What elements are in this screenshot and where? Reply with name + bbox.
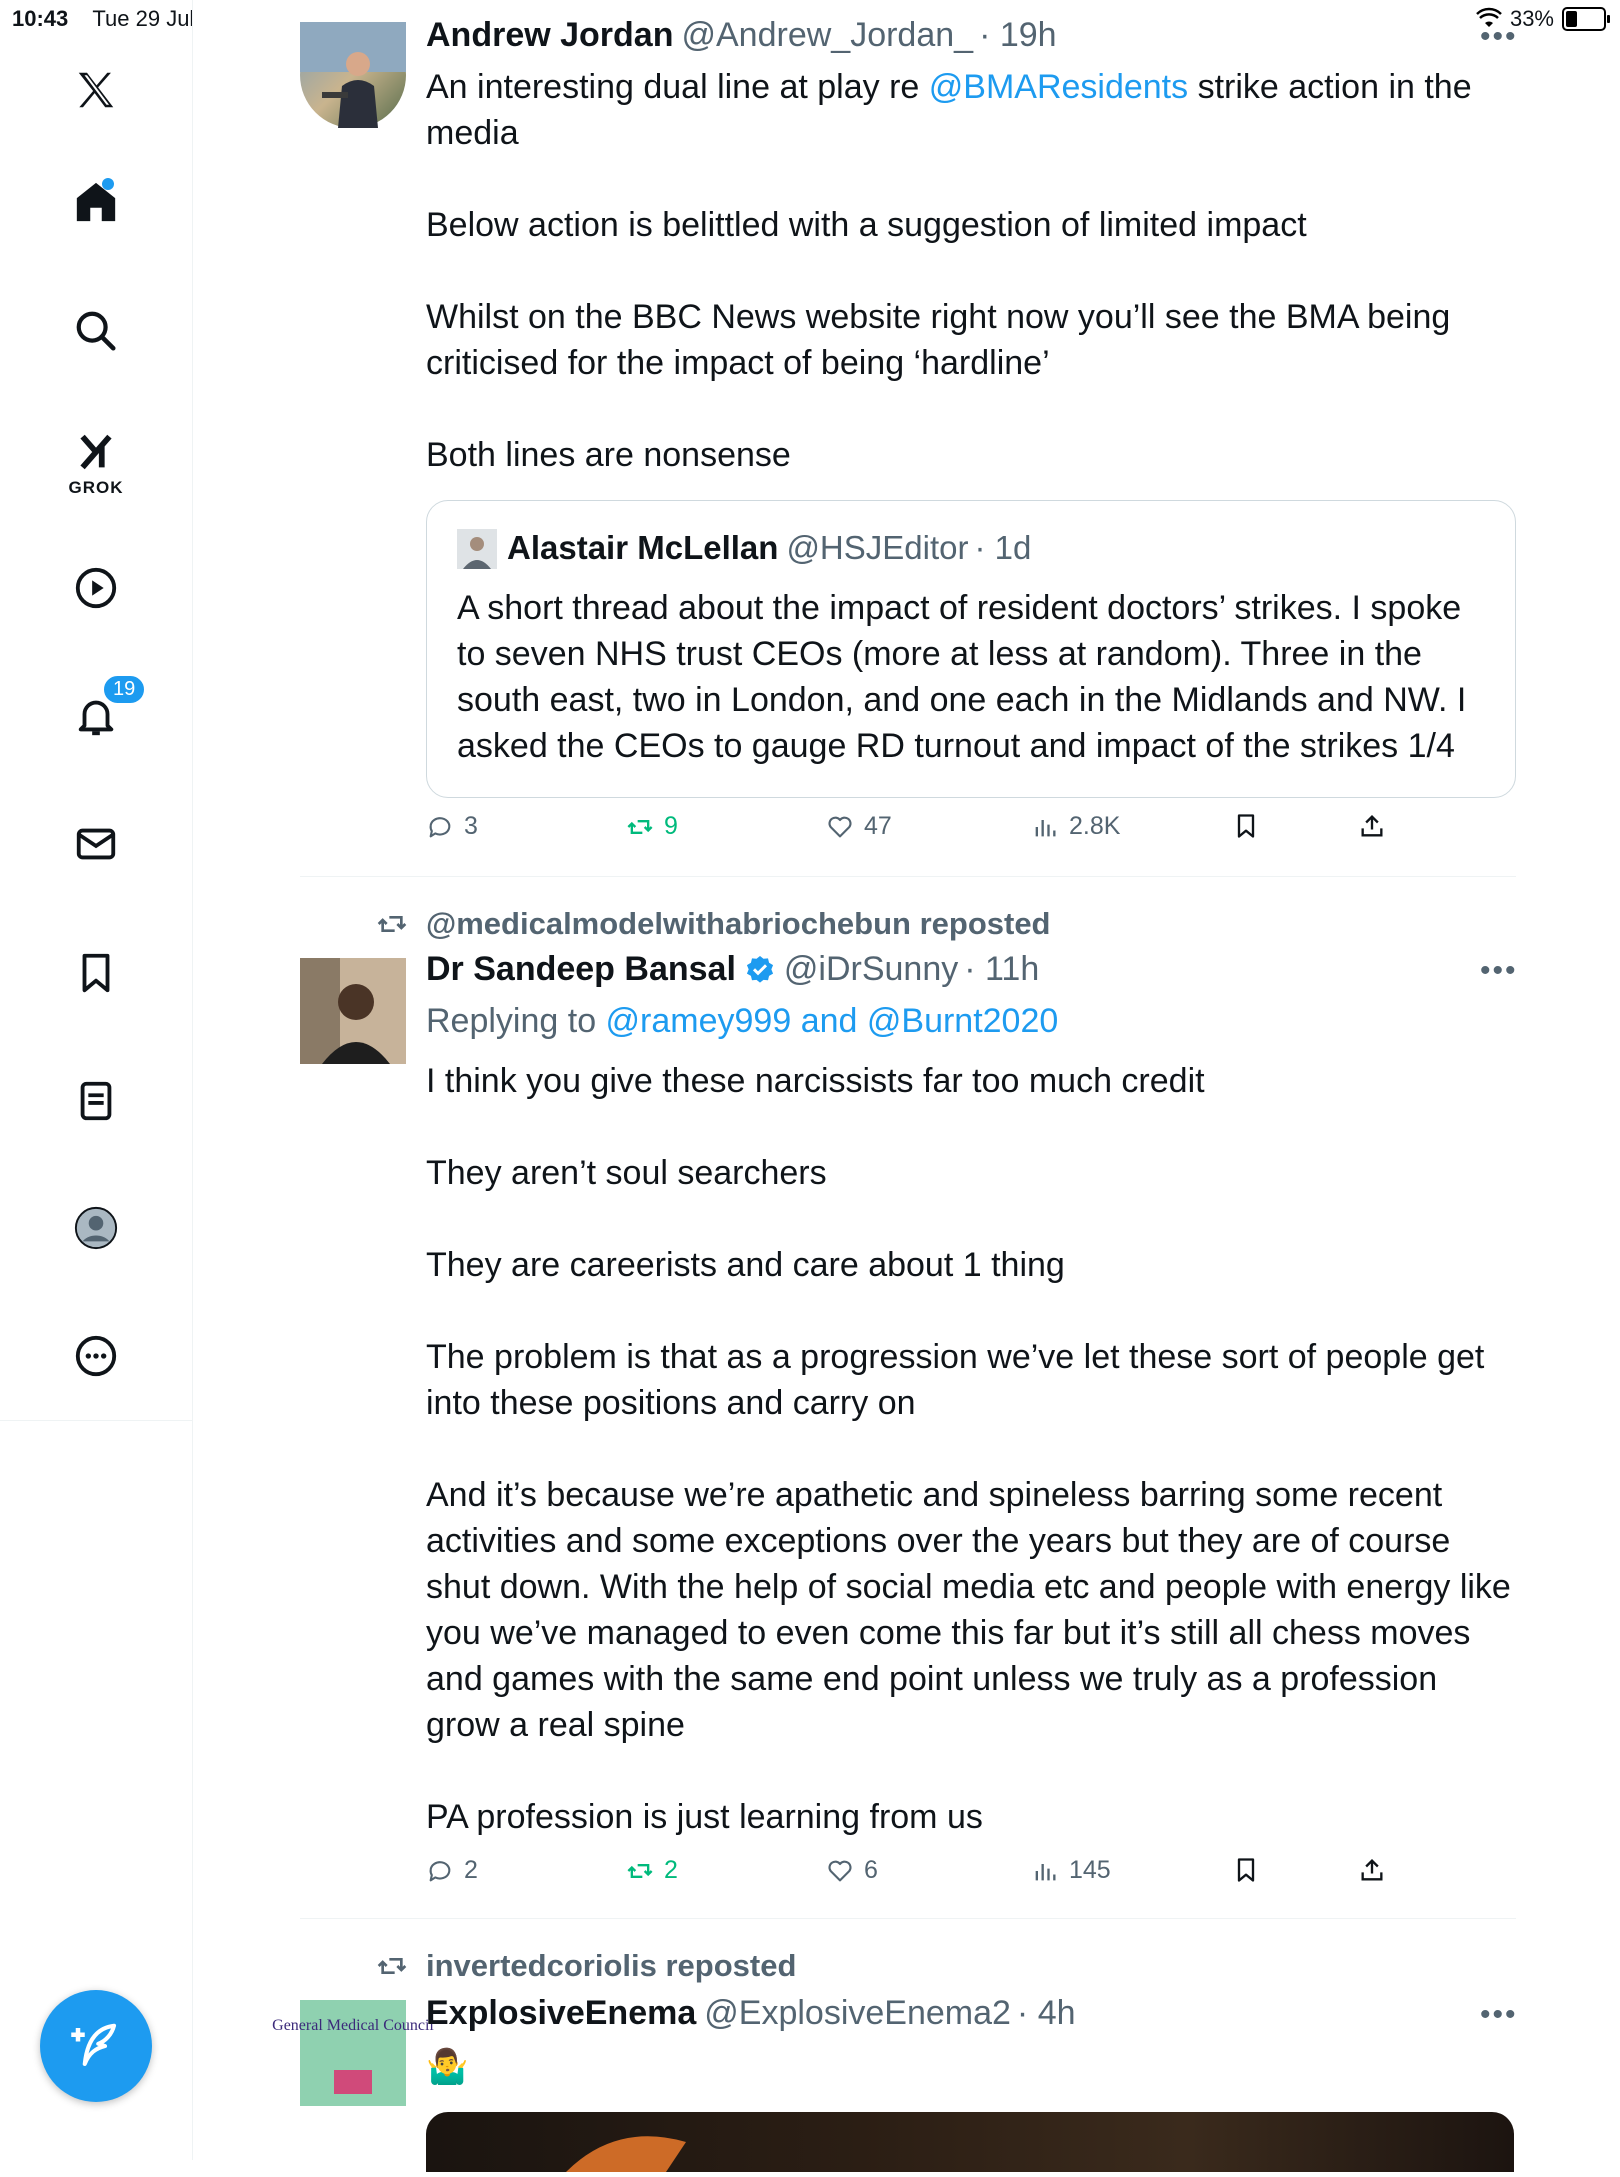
tweet-actions	[426, 1856, 1426, 1896]
tweet-divider	[300, 876, 1516, 877]
list-icon	[73, 1078, 119, 1124]
tweet-text-intro: An interesting dual line at play re	[426, 68, 929, 106]
avatar[interactable]	[300, 958, 406, 1064]
repost-button[interactable]	[626, 1856, 678, 1885]
display-name[interactable]: Andrew Jordan	[426, 16, 674, 54]
nav-messages[interactable]	[70, 818, 122, 870]
reply-count: 3	[464, 812, 478, 840]
repost-icon	[626, 1857, 654, 1885]
mail-icon	[73, 821, 119, 867]
like-count: 47	[864, 812, 892, 840]
share-icon	[1358, 812, 1386, 840]
repost-icon	[626, 813, 654, 841]
display-name[interactable]: ExplosiveEnema	[426, 1994, 697, 2032]
x-logo-icon[interactable]	[70, 64, 122, 116]
like-button[interactable]	[826, 1856, 878, 1885]
date: Tue 29 Jul	[92, 6, 195, 31]
avatar[interactable]	[272, 2000, 434, 2106]
reply-icon	[426, 813, 454, 841]
search-icon	[73, 308, 119, 354]
share-button[interactable]	[1358, 812, 1386, 840]
clock: 10:43	[12, 6, 69, 31]
repost-indicator	[376, 906, 1051, 942]
like-button[interactable]	[826, 812, 892, 841]
bookmark-icon	[73, 950, 119, 996]
tweet-text-rest: strike action in the media Below action is belittled with a suggestion of limited impact Whilst on the BBC News website right now you’ll see the BMA being criticised for the impact of being ‘hardline’ Both lines are nonsense	[426, 68, 1472, 474]
play-icon	[73, 565, 119, 611]
tweet-actions	[426, 812, 1426, 852]
verified-badge-icon	[744, 954, 776, 986]
compose-button[interactable]	[40, 1990, 152, 2102]
like-count: 6	[864, 1856, 878, 1884]
quote-time: · 1d	[974, 529, 1032, 566]
tweet-header	[426, 1994, 1076, 2033]
view-count: 2.8K	[1069, 812, 1121, 840]
avatar-text: General Medical Council	[272, 2017, 434, 2034]
nav-home[interactable]	[70, 176, 122, 228]
repost-icon	[376, 1950, 408, 1982]
reply-count: 2	[464, 1856, 478, 1884]
tweet-time[interactable]: · 4h	[1016, 1994, 1076, 2032]
nav-lists[interactable]	[70, 1075, 122, 1127]
nav-more[interactable]	[70, 1330, 122, 1382]
repost-indicator	[376, 1948, 796, 1984]
repost-count: 9	[664, 812, 678, 840]
grok-label: GROK	[68, 478, 124, 497]
tweet-header	[426, 16, 1057, 55]
repost-icon	[376, 908, 408, 940]
home-unread-dot	[102, 178, 114, 190]
profile-icon	[73, 1205, 119, 1251]
more-options-icon[interactable]: •••	[1480, 1998, 1518, 2031]
display-name[interactable]: Dr Sandeep Bansal	[426, 950, 736, 988]
share-icon	[1358, 1856, 1386, 1884]
tweet-time[interactable]: · 19h	[979, 16, 1057, 54]
nav-video[interactable]	[70, 562, 122, 614]
quoted-tweet[interactable]	[426, 500, 1516, 798]
tweet-text: I think you give these narcissists far too much credit They aren’t soul searchers They are careerists and care about 1 thing The problem is that as a progression we’ve let these sort of people get into these positions and carry on And it’s because we’re apathetic and spineless barring some recent activities and some exceptions over the years but they are of course shut down. With the help of social media etc and people with energy like you we’ve managed to even come this far but it’s still all chess moves and games with the same end point unless we truly as a profession grow a real spine PA profession is just learning from us	[426, 1062, 1511, 1836]
bookmark-button[interactable]	[1232, 812, 1260, 840]
user-handle[interactable]: @iDrSunny	[783, 950, 959, 988]
quote-header	[507, 529, 1031, 567]
bookmark-button[interactable]	[1232, 1856, 1260, 1884]
nav-grok[interactable]	[70, 426, 122, 478]
more-circle-icon	[73, 1333, 119, 1379]
replying-to-label: Replying to	[426, 1002, 606, 1040]
bookmark-icon	[1232, 1856, 1260, 1884]
notification-badge: 19	[102, 674, 146, 705]
tweet-media[interactable]	[426, 2112, 1514, 2172]
share-button[interactable]	[1358, 1856, 1386, 1884]
mention-link[interactable]: @BMAResidents	[928, 68, 1189, 106]
compose-icon	[69, 2019, 123, 2073]
nav-search[interactable]	[70, 305, 122, 357]
reply-icon	[426, 1857, 454, 1885]
replying-to-line	[426, 998, 1516, 1044]
quote-display-name: Alastair McLellan	[507, 529, 779, 566]
nav-notifications[interactable]	[70, 678, 136, 742]
bookmark-icon	[1232, 812, 1260, 840]
tweet-header	[426, 950, 1039, 989]
more-options-icon[interactable]: •••	[1480, 954, 1518, 987]
heart-icon	[826, 813, 854, 841]
quote-text: A short thread about the impact of resident doctors’ strikes. I spoke to seven NHS trust CEOs (more at less at random). Three in the south east, two in London, and one each in the Midlands and NW. I asked the CEOs to gauge RD turnout and impact of the strikes 1/4	[457, 589, 1467, 765]
nav-profile[interactable]	[70, 1202, 122, 1254]
reposted-by[interactable]: @medicalmodelwithabriochebun reposted	[426, 906, 1051, 941]
sidebar-nav	[0, 0, 193, 2160]
grok-icon	[73, 429, 119, 475]
reply-button[interactable]	[426, 812, 478, 841]
more-options-icon[interactable]: •••	[1480, 20, 1518, 53]
replying-to-links[interactable]: @ramey999 and @Burnt2020	[605, 1002, 1059, 1040]
sidebar-divider	[0, 1420, 192, 1421]
nav-bookmarks[interactable]	[70, 947, 122, 999]
tweet-divider	[300, 1918, 1516, 1919]
quote-handle: @HSJEditor	[786, 529, 969, 566]
avatar[interactable]	[300, 22, 406, 128]
heart-icon	[826, 1857, 854, 1885]
tweet-time[interactable]: · 11h	[964, 950, 1040, 988]
views-button[interactable]	[1031, 812, 1120, 841]
battery-icon	[1562, 7, 1606, 31]
repost-button[interactable]	[626, 812, 678, 841]
repost-count: 2	[664, 1856, 678, 1884]
battery-percent: 33%	[1509, 6, 1554, 31]
views-icon	[1031, 1857, 1059, 1885]
reposted-by[interactable]: invertedcoriolis reposted	[426, 1948, 797, 1983]
view-count: 145	[1069, 1856, 1111, 1884]
user-handle[interactable]: @ExplosiveEnema2	[704, 1994, 1011, 2032]
reply-button[interactable]	[426, 1856, 478, 1885]
user-handle[interactable]: @Andrew_Jordan_	[681, 16, 974, 54]
tweet-text: 🤷‍♂️	[426, 2048, 469, 2086]
tweet-text	[426, 64, 1516, 478]
quote-avatar	[457, 529, 497, 569]
views-icon	[1031, 813, 1059, 841]
views-button[interactable]	[1031, 1856, 1111, 1885]
